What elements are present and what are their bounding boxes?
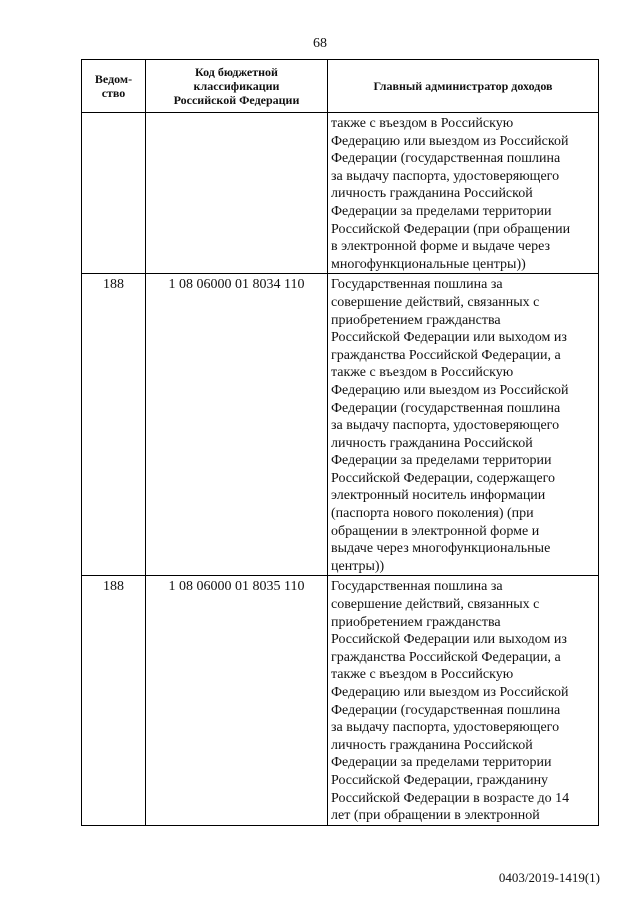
table-row [82, 576, 599, 825]
description-line: Федерации за пределами территории [331, 755, 552, 771]
cell-budget-code: 1 08 06000 01 8035 110 [146, 576, 328, 825]
description-line: Государственная пошлина за [331, 579, 503, 595]
description-line: Российской Федерации, содержащего [331, 470, 556, 486]
description-line: за выдачу паспорта, удостоверяющего [331, 418, 560, 434]
description-line: личность гражданина Российской [331, 435, 533, 451]
description-line: (паспорта нового поколения) (при [331, 506, 534, 522]
description-line: Федерацию или выездом из Российской [331, 685, 569, 700]
description-line: за выдачу паспорта, удостоверяющего [331, 720, 560, 736]
description-line: Российской Федерации в возрасте до 14 [331, 790, 570, 806]
document-number: 0403/2019-1419(1) [498, 870, 600, 885]
description-line: также с въездом в Российскую [331, 667, 514, 683]
description-line: Российской Федерации или выходом из [331, 632, 567, 648]
cell-administrator-description [328, 576, 599, 825]
cell-agency: 188 [82, 576, 146, 825]
cell-agency [82, 113, 146, 274]
header-agency-line: ство [101, 86, 126, 100]
header-agency [82, 60, 146, 113]
description-line: приобретением гражданства [331, 614, 501, 630]
cell-administrator-description [328, 274, 599, 576]
description-line: многофункциональные центры)) [331, 256, 526, 272]
description-line: также с въездом в Российскую [331, 365, 514, 381]
header-agency-line: Ведом- [94, 72, 133, 86]
description-line: Федерации (государственная пошлина [331, 702, 561, 718]
table-header-row [82, 60, 599, 113]
description-line: личность гражданина Российской [331, 186, 533, 202]
description-line: Федерацию или выездом из Российской [331, 382, 569, 398]
description-line: гражданства Российской Федерации, а [331, 347, 561, 363]
description-line: Федерации за пределами территории [331, 203, 552, 219]
cell-agency: 188 [82, 274, 146, 576]
description-line: Российской Федерации, гражданину [331, 772, 549, 788]
header-code [146, 60, 328, 113]
description-line: Федерацию или выездом из Российской [331, 133, 569, 149]
description-line: Федерации (государственная пошлина [331, 151, 561, 167]
budget-classification-table [81, 59, 599, 826]
header-code-line: Код бюджетной [195, 65, 278, 79]
header-code-line: Российской Федерации [173, 93, 300, 107]
cell-budget-code [146, 113, 328, 274]
description-line: совершение действий, связанных с [331, 294, 540, 310]
description-line: электронный носитель информации [331, 488, 546, 504]
header-code-line: классификации [193, 79, 280, 93]
cell-administrator-description [328, 113, 599, 274]
table-row [82, 113, 599, 274]
description-line: совершение действий, связанных с [331, 597, 540, 613]
description-line: за выдачу паспорта, удостоверяющего [331, 168, 560, 184]
cell-budget-code: 1 08 06000 01 8034 110 [146, 274, 328, 576]
description-line: в электронной форме и выдаче через [331, 239, 551, 255]
description-line: центры)) [331, 558, 385, 574]
description-line: Федерации (государственная пошлина [331, 400, 561, 416]
description-line: лет (при обращении в электронной [331, 808, 540, 824]
description-line: личность гражданина Российской [331, 737, 533, 753]
description-line: Федерации за пределами территории [331, 453, 552, 469]
description-line: Российской Федерации или выходом из [331, 330, 567, 346]
description-line: гражданства Российской Федерации, а [331, 649, 561, 665]
description-line: выдаче через многофункциональные [331, 541, 551, 557]
description-line: Российской Федерации (при обращении [331, 221, 571, 237]
table-row [82, 274, 599, 576]
description-line: Государственная пошлина за [331, 277, 503, 293]
header-administrator: Главный администратор доходов [328, 60, 599, 113]
description-line: обращении в электронной форме и [331, 523, 540, 539]
description-line: также с въездом в Российскую [331, 116, 514, 131]
description-line: приобретением гражданства [331, 312, 501, 328]
page-number: 68 [313, 36, 327, 51]
